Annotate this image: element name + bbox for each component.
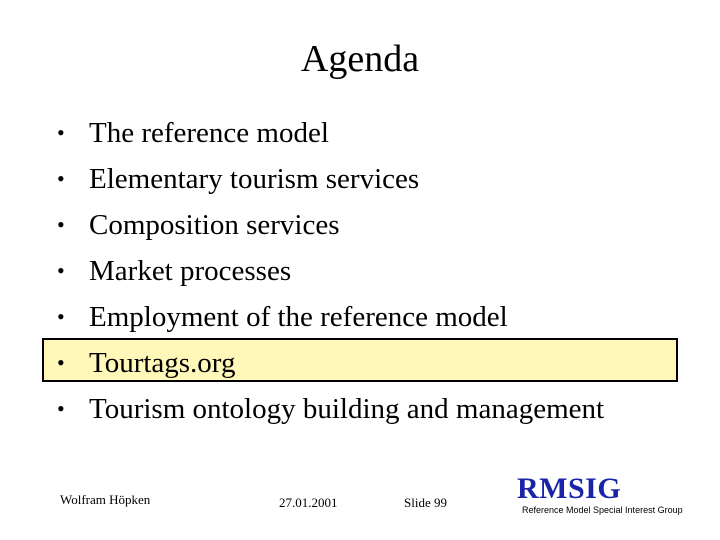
bullet-icon: • xyxy=(57,396,65,421)
footer-slide-number: Slide 99 xyxy=(404,495,447,510)
agenda-item-label: Elementary tourism services xyxy=(89,163,420,195)
agenda-item-label: The reference model xyxy=(89,117,329,149)
bullet-icon: • xyxy=(57,258,65,283)
bullet-icon: • xyxy=(57,120,65,145)
agenda-item xyxy=(0,294,720,340)
footer-date: 27.01.2001 xyxy=(279,495,338,510)
slide-title: Agenda xyxy=(300,38,420,80)
logo-caption: Reference Model Special Interest Group xyxy=(522,505,683,515)
agenda-item xyxy=(0,156,720,202)
bullet-icon: • xyxy=(57,304,65,329)
bullet-icon: • xyxy=(57,350,65,375)
rmsig-logo: RMSIG xyxy=(517,472,622,505)
agenda-item-label: Tourtags.org xyxy=(89,347,236,379)
agenda-item-label: Composition services xyxy=(89,209,340,241)
agenda-item-label: Employment of the reference model xyxy=(89,301,508,333)
agenda-item-highlighted xyxy=(0,340,720,386)
agenda-item xyxy=(0,248,720,294)
bullet-icon: • xyxy=(57,166,65,191)
agenda-item xyxy=(0,386,720,432)
agenda-item-label: Tourism ontology building and management xyxy=(89,393,605,425)
agenda-item xyxy=(0,202,720,248)
footer-author: Wolfram Höpken xyxy=(60,492,151,507)
agenda-list xyxy=(0,110,720,432)
agenda-item-label: Market processes xyxy=(89,255,292,287)
agenda-item xyxy=(0,110,720,156)
bullet-icon: • xyxy=(57,212,65,237)
